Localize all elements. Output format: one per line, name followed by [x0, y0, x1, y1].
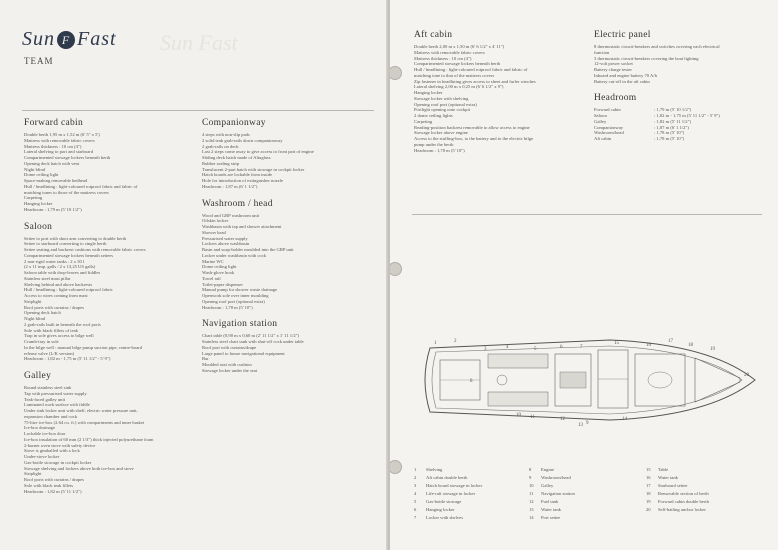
left-column-1 [24, 118, 194, 503]
legend-number: 14 [529, 515, 534, 520]
spec-line: Locker under washbasin with cock [202, 252, 267, 258]
legend-number: 13 [529, 507, 534, 512]
left-page [0, 0, 388, 550]
binder-hole-icon [390, 460, 402, 474]
spec-line: expansion chamber and cock [24, 413, 78, 419]
legend-number: 19 [646, 499, 651, 504]
spec-line: Gas-bottle stowage in cockpit locker [24, 459, 92, 465]
section-label: TEAM [24, 56, 54, 66]
spec-section [202, 118, 374, 190]
legend-item [529, 466, 575, 474]
spec-line: Wood and GRP washroom unit [202, 212, 260, 218]
spec-line: Night blind [24, 316, 46, 321]
spec-line: Laminated work surface with fiddle [24, 402, 90, 408]
spec-line: matching tone to that of the mattress covers [414, 72, 495, 78]
svg-text:10: 10 [516, 413, 521, 418]
spec-line: Toilet-paper dispenser [202, 281, 243, 287]
headroom-value: : 1,82 m - 1,75 m (5' 11 1/2" - 5' 9") [654, 113, 720, 118]
legend-text: Shelving [426, 467, 443, 472]
legend-number: 3 [414, 483, 417, 488]
spec-line: Hanging locker [414, 90, 443, 95]
spec-line: Settee to starboard converting to single berth [24, 241, 107, 247]
spec-line: Roof ports with curtains / drapes [24, 304, 85, 310]
spec-line: Lateral shelving to port and starboard [24, 149, 94, 155]
spec-line: Dome ceiling light [24, 172, 59, 178]
legend-item [414, 482, 482, 490]
section-heading: Headroom [594, 93, 637, 104]
legend-number: 11 [529, 491, 534, 496]
spec-section [202, 199, 374, 311]
headroom-label: Companionway [594, 124, 624, 130]
legend-text: Self-bailing anchor locker [658, 507, 706, 512]
legend-number: 12 [529, 499, 534, 504]
legend-item [646, 506, 709, 514]
right-page [390, 0, 778, 550]
headroom-value: : 1,78 m (5' 10") [654, 130, 685, 136]
legend-item [529, 474, 575, 482]
logo-mark: F [57, 31, 75, 49]
legend-item [414, 506, 482, 514]
spec-section [24, 118, 194, 213]
legend-item [646, 466, 709, 474]
svg-text:9: 9 [586, 421, 589, 426]
svg-text:8: 8 [470, 379, 473, 384]
legend-text: Fuel tank [541, 499, 559, 504]
spec-section [414, 30, 584, 153]
spec-line: Settee seating and backrest cushions with removable fabric covers [24, 247, 146, 252]
headroom-label: Aft cabin [594, 136, 612, 141]
spec-line: Hull / headlining : light-coloured rotproof fabric [24, 287, 113, 293]
legend-item [529, 506, 575, 514]
spec-line: Stainless steel chart tank with shut-off cock under table [202, 339, 304, 344]
legend-text: Removable section of berth [658, 491, 709, 496]
spec-line: Stainless steel mast pillar [24, 275, 71, 281]
legend-text: Engine [541, 467, 555, 472]
spec-line: Inboard and engine battery 70 A/h [594, 72, 657, 78]
spec-line: Headroom : 1,79 m (5' 10 1/2") [24, 206, 82, 212]
legend-text: Gas-bottle stowage [426, 499, 462, 504]
legend-number: 5 [414, 499, 417, 504]
spec-line: Hull / headlining : light-coloured rotproof fabric and fabric of [414, 67, 528, 72]
svg-text:7: 7 [580, 345, 583, 350]
legend-item [646, 482, 709, 490]
legend-text: Galley [541, 483, 554, 488]
spec-line: 4 steps with non-slip pads [202, 132, 250, 137]
spec-line: Bar [202, 356, 209, 362]
spec-line: 8 thermostatic circuit-breakers and switches covering each electrical [594, 44, 720, 49]
svg-text:16: 16 [646, 343, 651, 348]
spec-section [24, 222, 194, 363]
headroom-label: Galley [594, 118, 607, 124]
legend-item [414, 466, 482, 474]
spec-line: 2-burner oven stove with safety device [24, 442, 96, 448]
section-heading: Saloon [24, 221, 53, 232]
legend-text: Table [658, 467, 669, 472]
headroom-label: Saloon [594, 113, 607, 118]
logo-text-right: Fast [77, 28, 117, 50]
svg-text:12: 12 [560, 417, 565, 422]
legend-item [414, 474, 482, 482]
legend-text: Hanging locker [426, 507, 455, 512]
spec-line: Headroom : 1,78 m (5' 10") [414, 147, 465, 153]
spec-line: Lateral shelving 2,00 m x 0,25 m (6' 6 1/2" x 9") [414, 84, 504, 90]
legend-number: 7 [414, 515, 417, 520]
section-heading: Companionway [202, 118, 266, 128]
spec-line: (2 x 11 imp. galls / 2 x 13,25 US galls) [24, 264, 96, 270]
headroom-value: : 1,79 m (5' 10 1/2") [654, 107, 692, 113]
legend-number: 15 [646, 467, 651, 472]
spec-line: Access to the stuffing-box, to the battery and to the electric bilge [414, 136, 534, 141]
spec-section [594, 30, 766, 84]
spec-line: Opening deck hatch with vent [24, 160, 80, 166]
spec-line: Roof ports with curtains / drapes [24, 477, 85, 482]
spec-line: Ice-box insulation of 60 mm (2 1/3") thick injected polyurethane foam [24, 436, 154, 442]
sun-fast-logo [22, 28, 117, 51]
legend-item [414, 490, 482, 498]
spec-line: Portlight opening onto cockpit [414, 107, 471, 113]
spec-line: Last 2 steps come away to give access to front part of engine [202, 149, 314, 155]
watermark: Sun Fast [160, 30, 238, 55]
spec-line: Dome ceiling light [202, 264, 237, 270]
legend-column [414, 466, 482, 522]
spec-line: Mattress with removable fabric covers [414, 49, 485, 55]
spec-line: release valve (L/K version) [24, 350, 75, 356]
spec-section [24, 371, 194, 494]
svg-text:17: 17 [668, 339, 673, 344]
spec-line: Night blind [24, 166, 46, 172]
spec-line: Compartmented stowage lockers beneath berth [414, 61, 501, 67]
legend-text: Water tank [658, 475, 678, 480]
legend-text: Life-raft stowage in locker [426, 491, 476, 496]
spec-line: Openwork sole over inner moulding [202, 293, 269, 298]
legend-text: Locker with shelves [426, 515, 463, 520]
spec-section [202, 319, 374, 373]
spec-line: Rubber sealing strip [202, 160, 239, 166]
spec-line: Hatch boards are lockable from inside [202, 172, 273, 178]
spec-line: 12-volt power socket [594, 61, 633, 67]
spec-line: Compartmented stowage lockers beneath berth [24, 155, 111, 160]
spec-line: Double berth 2,00 m x 1,50 m (6' 6 1/2" x 4' 11") [414, 44, 505, 49]
spec-line: 2 grab-rails on deck [202, 143, 239, 149]
spec-line: Round stainless steel sink [24, 385, 72, 390]
legend-number: 1 [414, 467, 417, 472]
spec-line: Headroom : 1,87 m (6' 1 1/2") [202, 183, 258, 189]
legend-item [646, 498, 709, 506]
legend-text: Port settee [541, 515, 561, 520]
spec-line: Opening roof port (optional extra) [202, 298, 265, 304]
spec-line: Stowage locker with shelving [414, 95, 469, 101]
section-heading: Electric panel [594, 30, 651, 40]
spec-line: Battery cut-off in the aft cabin [594, 78, 650, 84]
headroom-row [594, 136, 766, 142]
spec-line: Carpeting [24, 195, 43, 201]
spec-line: Headroom : 1,78 m (5' 10") [202, 304, 253, 310]
spec-line: pump under the berth [414, 141, 454, 147]
spec-line: Moulded seat with cushion [202, 362, 252, 367]
spec-line: Large panel to house navigational equipment [202, 350, 285, 356]
spec-line: Trap in sole gives access to bilge well [24, 333, 94, 339]
spec-line: 2 grab-rails built in beneath the roof ports [24, 321, 101, 327]
spec-line: Under sink locker unit with shelf, electric water pressure unit, [24, 408, 138, 413]
headroom-label: Forward cabin [594, 107, 621, 113]
legend-text: Hatch board stowage in locker [426, 483, 483, 488]
spec-line: Crumb-tray in sole [24, 339, 59, 344]
spec-line: Wash-glove hook [202, 270, 235, 275]
legend-item [529, 498, 575, 506]
right-column-2 [594, 30, 766, 151]
left-column-2 [202, 118, 374, 383]
legend-text: Washroom/head [541, 475, 571, 480]
spec-line: Mattress thickness : 10 cm (4") [24, 143, 82, 149]
legend-text: Forward cabin double berth [658, 499, 709, 504]
spec-line: Headroom : 1,82 m - 1,75 m (5' 11 1/2" - 5' 9") [24, 356, 111, 362]
section-heading: Forward cabin [24, 118, 84, 128]
spec-line: Marine WC [202, 258, 224, 264]
spec-line: Under-stove locker [24, 454, 60, 459]
svg-text:4: 4 [506, 345, 509, 350]
legend-number: 8 [529, 467, 532, 472]
svg-text:5: 5 [534, 347, 537, 352]
deck-plan-drawing [410, 320, 760, 440]
svg-text:15: 15 [614, 341, 619, 346]
spec-line: Carpeting [414, 118, 433, 124]
spec-line: Saloon table with drop-leaves and fiddles [24, 270, 101, 275]
legend-number: 17 [646, 483, 651, 488]
legend-item [414, 514, 482, 522]
spec-line: Battery charge tester [594, 67, 632, 72]
legend-item [529, 482, 575, 490]
svg-text:18: 18 [688, 343, 693, 348]
legend-column [529, 466, 575, 522]
spec-line: Opening roof port (optional extra) [414, 101, 477, 107]
spec-line: Sole with black fillets of teak [24, 327, 78, 333]
spec-line: Mattress with removable fabric covers [24, 137, 95, 143]
spec-line: 75-litre ice-box (2.64 cu. ft.) with compartments and inner basket [24, 419, 145, 425]
legend-number: 18 [646, 491, 651, 496]
section-heading: Galley [24, 371, 52, 381]
spec-line: Striplight [24, 471, 42, 477]
spec-line: Double berth 1,95 m x 1,52 m (6' 5" x 5') [24, 132, 100, 137]
spec-line: Stowage shelving and lockers above both ice-box and stove [24, 465, 134, 471]
legend-number: 4 [414, 491, 417, 496]
spec-line: Mattress thickness : 10 cm (4") [414, 55, 472, 61]
legend-number: 10 [529, 483, 534, 488]
spec-line: matching tones to those of the mattress covers [24, 189, 109, 195]
spec-line: Tap with pressurised water supply [24, 390, 87, 396]
spec-line: Stowage locker above engine [414, 130, 468, 136]
section-heading: Navigation station [202, 319, 278, 330]
spec-line: Towel rail [202, 275, 221, 281]
spec-line: Zip fastener in headlining gives access to sheet and furler winches [414, 78, 536, 84]
logo-text-left: Sun [22, 28, 55, 50]
headroom-value: : 1,82 m (5' 11 1/2") [654, 118, 691, 124]
binder-hole-icon [390, 66, 402, 80]
spec-line: function [594, 49, 610, 55]
legend-number: 16 [646, 475, 651, 480]
svg-text:19: 19 [710, 347, 715, 352]
spec-line: Shower head [202, 229, 226, 235]
svg-text:6: 6 [560, 345, 563, 350]
spec-line: 2 dome ceiling lights [414, 113, 453, 118]
legend-column [646, 466, 709, 514]
plan-rule [412, 214, 762, 215]
spec-line: Chart table (0,90 m x 0,60 m (2' 11 1/2" x 1' 11 1/2") [202, 333, 300, 339]
legend-text: Aft cabin double berth [426, 475, 468, 480]
svg-text:11: 11 [530, 415, 535, 420]
spec-line: Access to wires coming from mast [24, 293, 88, 298]
svg-text:14: 14 [622, 417, 627, 422]
spec-line: In the bilge well : manual bilge pump suction pipe, centre-board [24, 344, 142, 350]
spec-line: Washbasin with tap and shower attachment [202, 224, 282, 229]
spec-line: Settee to port with short arm converting to double berth [24, 235, 127, 241]
spec-line: Space-making removable bedhead [24, 178, 88, 183]
spec-section [594, 93, 766, 142]
spec-line: 2 non-rigid water tanks : 2 x 50 l [24, 258, 85, 264]
section-heading: Washroom / head [202, 198, 273, 209]
spec-line: Compartmented stowage lockers beneath settees [24, 252, 114, 258]
legend-text: Starboard settee [658, 483, 688, 488]
spec-line: 2 solid teak grab-rails down companionway [202, 137, 283, 143]
spec-line: Manual pump for shower waste drainage [202, 287, 278, 293]
spec-line: Sole with black teak fillets [24, 482, 73, 488]
legend-number: 6 [414, 507, 417, 512]
spec-line: Reading-position backrest removable to allow access to engine [414, 124, 530, 130]
legend-text: Navigation station [541, 491, 575, 496]
legend-text: Water tank [541, 507, 561, 512]
spec-line: Stowage locker under the seat [202, 367, 258, 373]
headroom-value: : 1,78 m (5' 10") [654, 136, 685, 141]
headroom-label: Washroom/head [594, 130, 624, 136]
right-column-1 [414, 30, 584, 162]
legend-item [646, 490, 709, 498]
legend-number: 2 [414, 475, 417, 480]
header-rule [22, 110, 374, 111]
spec-line: Teak-faced galley unit [24, 396, 66, 402]
spec-line: Striplight [24, 298, 42, 304]
spec-line: Hull / headlining : light-coloured rotproof fabric and fabric of [24, 183, 138, 189]
svg-text:3: 3 [484, 347, 487, 352]
spec-line: Opening deck hatch [24, 310, 61, 316]
svg-text:20: 20 [744, 373, 749, 378]
spec-line: Headroom : 1,82 m (5' 11 1/2") [24, 488, 82, 494]
legend-item [529, 514, 575, 522]
spec-line: Basin and soap-holder moulded into the GRP unit [202, 247, 294, 252]
svg-text:13: 13 [578, 423, 583, 428]
spec-line: 3 thermostatic circuit-breakers covering the boat lighting [594, 55, 699, 61]
headroom-value: : 1,87 m (6' 1 1/2") [654, 124, 689, 130]
spec-line: Lockers above washbasin [202, 241, 250, 247]
legend-item [414, 498, 482, 506]
svg-text:1: 1 [434, 341, 437, 346]
legend-item [529, 490, 575, 498]
spec-line: Oilskin locker [202, 218, 229, 224]
binder-hole-icon [390, 262, 402, 276]
spec-line: Roof port with curtains/drape [202, 344, 257, 350]
spec-line: Hole for introduction of extinguisher nozzle [202, 178, 284, 183]
spec-line: Ice-box drainage [24, 425, 55, 431]
svg-text:2: 2 [454, 339, 457, 344]
legend-item [646, 474, 709, 482]
spec-line: Stove is gimballed with a lock [24, 448, 80, 454]
section-heading: Aft cabin [414, 30, 453, 40]
spec-line: Pressurised water supply [202, 235, 248, 241]
spec-line: Shelving behind and above backrests [24, 281, 93, 287]
legend-number: 9 [529, 475, 532, 480]
spec-line: Lockable ice-box door [24, 431, 66, 436]
spec-line: Hanging locker [24, 201, 53, 206]
legend-number: 20 [646, 507, 651, 512]
spec-line: Translucent 2-part hatch with stowage in cockpit locker [202, 166, 305, 172]
spec-line: Sliding deck hatch made of Altuglass [202, 155, 271, 160]
